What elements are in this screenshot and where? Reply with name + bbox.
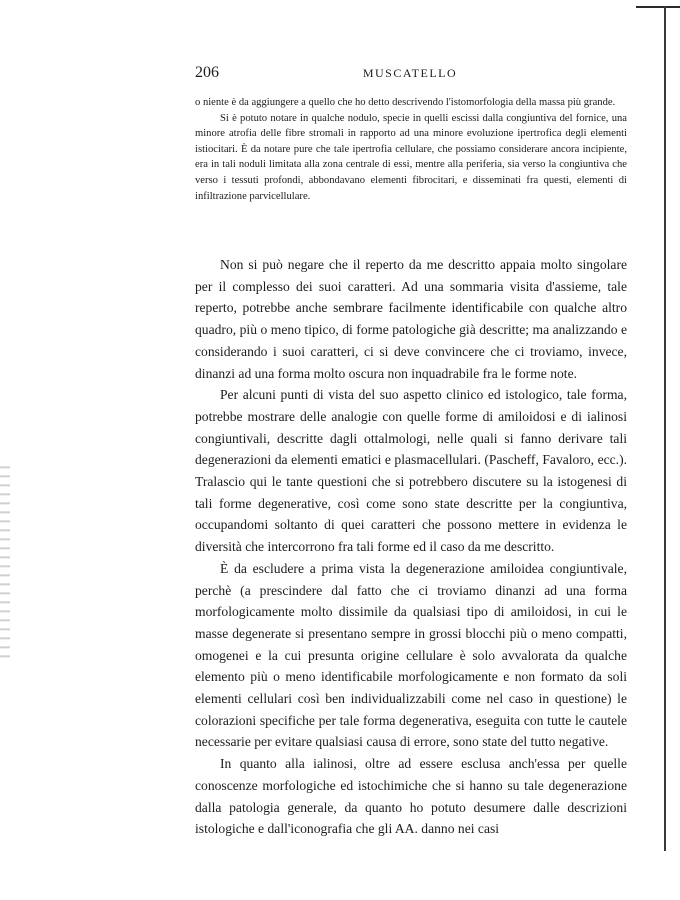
main-text-section bbox=[195, 254, 627, 840]
body-paragraph: È da escludere a prima vista la degenerazione amiloidea congiuntivale, perchè (a prescindere dal fatto che ci troviamo dinanzi ad una forma morfologicamente molto dissimile da qualsiasi tipo di amiloidosi, in cui le masse degenerate si presentano sempre in grossi blocchi più o meno compatti, omogenei e la cui presunta origine cellulare è solo avvalorata da qualche elemento più o meno identificabile morfologicamente e non formato da soli elementi cellulari così ben individualizzabili come nel caso in questione) le colorazioni specifiche per tale forma degenerativa, eseguita con tutte le cautele necessarie per evitare qualsiasi causa di errore, sono state del tutto negative. bbox=[195, 560, 627, 750]
top-edge-rule bbox=[636, 6, 680, 8]
small-print-section bbox=[195, 95, 627, 204]
body-paragraph: In quanto alla ialinosi, oltre ad essere esclusa anch'essa per quelle conoscenze morfologiche ed istochimiche che si hanno su tale degenerazione dalla patologia generale, da quanto ho potuto desumere dalle descrizioni istologiche e dall'iconografia che gli AA. danno nei casi bbox=[195, 756, 627, 837]
running-head: MUSCATELLO bbox=[362, 66, 458, 80]
body-paragraph: Non si può negare che il reperto da me descritto appaia molto singolare per il complesso dei suoi caratteri. Ad una sommaria visita d'assieme, tale reperto, potrebbe anche sembrare facilmente identificabile con qualche altro quadro, più o meno tipico, di forme patologiche già descritte; ma analizzando e considerando i suoi caratteri, ci si deve convincere che ci troviamo, invece, dinanzi ad una forma molto oscura non inquadrabile fra le forme note. bbox=[195, 257, 627, 381]
scan-edge-marks bbox=[0, 460, 10, 660]
small-paragraph: o niente è da aggiungere a quello che ho detto descrivendo l'istomorfologia della massa più grande. bbox=[195, 97, 616, 108]
small-paragraph: Si è potuto notare in qualche nodulo, specie in quelli escissi dalla congiuntiva del fornice, una minore atrofia delle fibre stromali in rapporto ad una minore evoluzione ipertrofica degli elementi istiocitari. È da notare pure che tale ipertrofia cellulare, che possiamo considerare ancora incipiente, era in tali noduli limitata alla zona centrale di essi, mentre alla periferia, sia verso la congiuntiva che verso i tessuti profondi, abbondavano elementi fibrocitari, e disseminati fra questi, elementi di infiltrazione parvicellulare. bbox=[195, 112, 627, 202]
page-header bbox=[195, 64, 625, 84]
body-paragraph: Per alcuni punti di vista del suo aspetto clinico ed istologico, tale forma, potrebbe mostrare delle analogie con quelle forme di amiloidosi e di ialinosi congiuntivali, descritte dagli ottalmologi, nelle quali si fanno derivare tali degenerazioni da elementi ematici e plasmacellulari. (Pascheff, Favaloro, ecc.). Tralascio qui le tante questioni che si potrebbero discutere su la istogenesi di tali forme degenerative, così come sono state descritte per la congiuntiva, occupandomi soltanto di quei caratteri che possono mettere in evidenza le diversità che intercorrono fra tali forme ed il caso da me descritto. bbox=[195, 387, 627, 555]
right-edge-rule bbox=[664, 6, 666, 851]
page-number: 206 bbox=[195, 64, 219, 81]
